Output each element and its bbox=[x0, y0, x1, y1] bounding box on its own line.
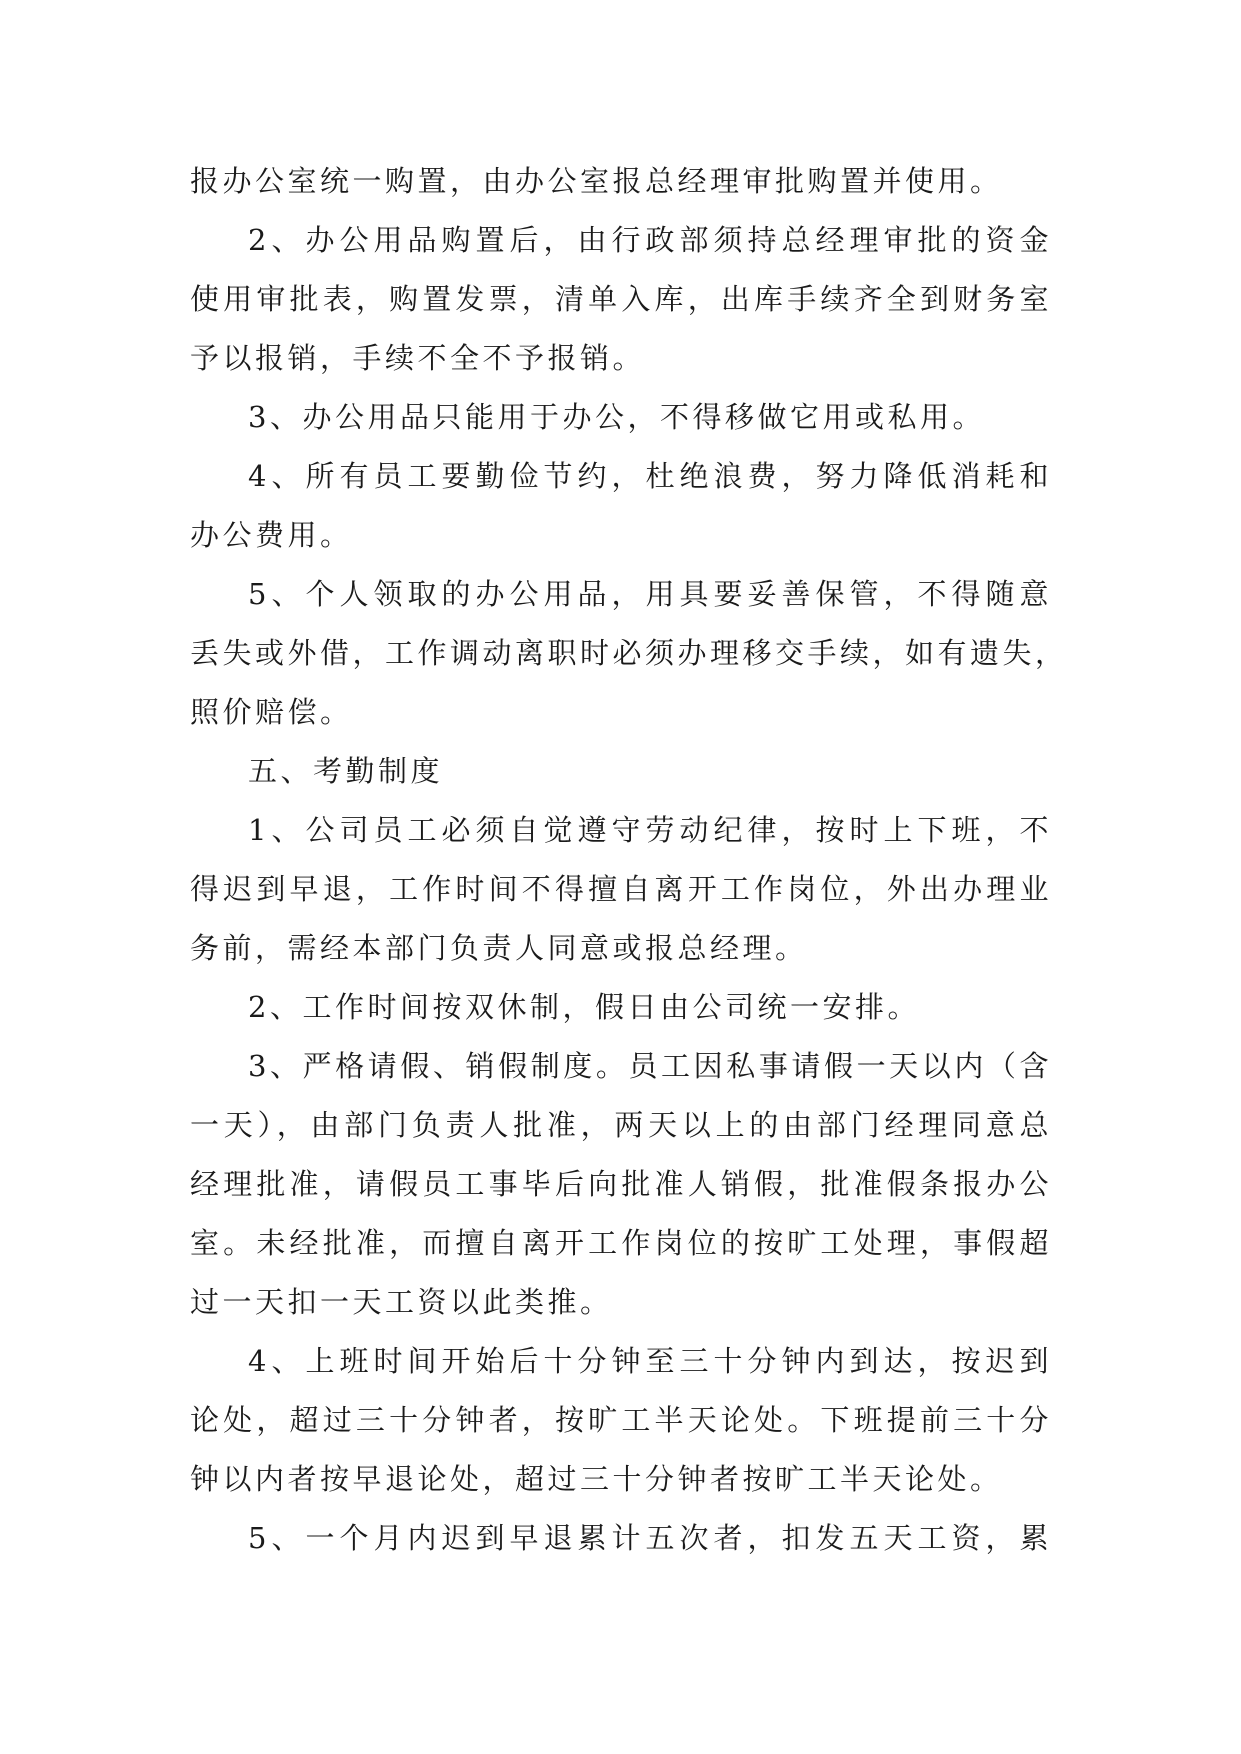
document-line: 钟以内者按早退论处，超过三十分钟者按旷工半天论处。 bbox=[190, 1462, 1003, 1496]
document-line: 5、一个月内迟到早退累计五次者，扣发五天工资，累 bbox=[248, 1521, 1052, 1555]
document-line: 室。未经批准，而擅自离开工作岗位的按旷工处理，事假超 bbox=[190, 1226, 1052, 1260]
document-line: 论处，超过三十分钟者，按旷工半天论处。下班提前三十分 bbox=[190, 1403, 1052, 1437]
document-line: 经理批准，请假员工事毕后向批准人销假，批准假条报办公 bbox=[190, 1167, 1052, 1201]
document-line: 2、办公用品购置后，由行政部须持总经理审批的资金 bbox=[248, 223, 1052, 257]
document-line: 得迟到早退，工作时间不得擅自离开工作岗位，外出办理业 bbox=[190, 872, 1052, 906]
document-line: 丢失或外借，工作调动离职时必须办理移交手续，如有遗失， bbox=[190, 636, 1068, 670]
document-line: 4、上班时间开始后十分钟至三十分钟内到达，按迟到 bbox=[248, 1344, 1052, 1378]
document-line: 一天），由部门负责人批准，两天以上的由部门经理同意总 bbox=[190, 1108, 1052, 1142]
document-line: 办公费用。 bbox=[190, 518, 353, 552]
document-line: 使用审批表，购置发票，清单入库，出库手续齐全到财务室 bbox=[190, 282, 1052, 316]
document-line: 务前，需经本部门负责人同意或报总经理。 bbox=[190, 931, 808, 965]
document-line: 五、考勤制度 bbox=[248, 754, 444, 788]
document-body bbox=[190, 152, 1068, 1568]
document-line: 3、办公用品只能用于办公，不得移做它用或私用。 bbox=[248, 400, 985, 434]
document-line: 4、所有员工要勤俭节约，杜绝浪费，努力降低消耗和 bbox=[248, 459, 1052, 493]
document-line: 5、个人领取的办公用品，用具要妥善保管，不得随意 bbox=[248, 577, 1052, 611]
document-line: 1、公司员工必须自觉遵守劳动纪律，按时上下班，不 bbox=[248, 813, 1052, 847]
document-line: 予以报销，手续不全不予报销。 bbox=[190, 341, 646, 375]
document-line: 过一天扣一天工资以此类推。 bbox=[190, 1285, 613, 1319]
document-line: 报办公室统一购置，由办公室报总经理审批购置并使用。 bbox=[190, 164, 1003, 198]
document-line: 2、工作时间按双休制，假日由公司统一安排。 bbox=[248, 990, 920, 1024]
document-line: 照价赔偿。 bbox=[190, 695, 353, 729]
document-line: 3、严格请假、销假制度。员工因私事请假一天以内（含 bbox=[248, 1049, 1052, 1083]
